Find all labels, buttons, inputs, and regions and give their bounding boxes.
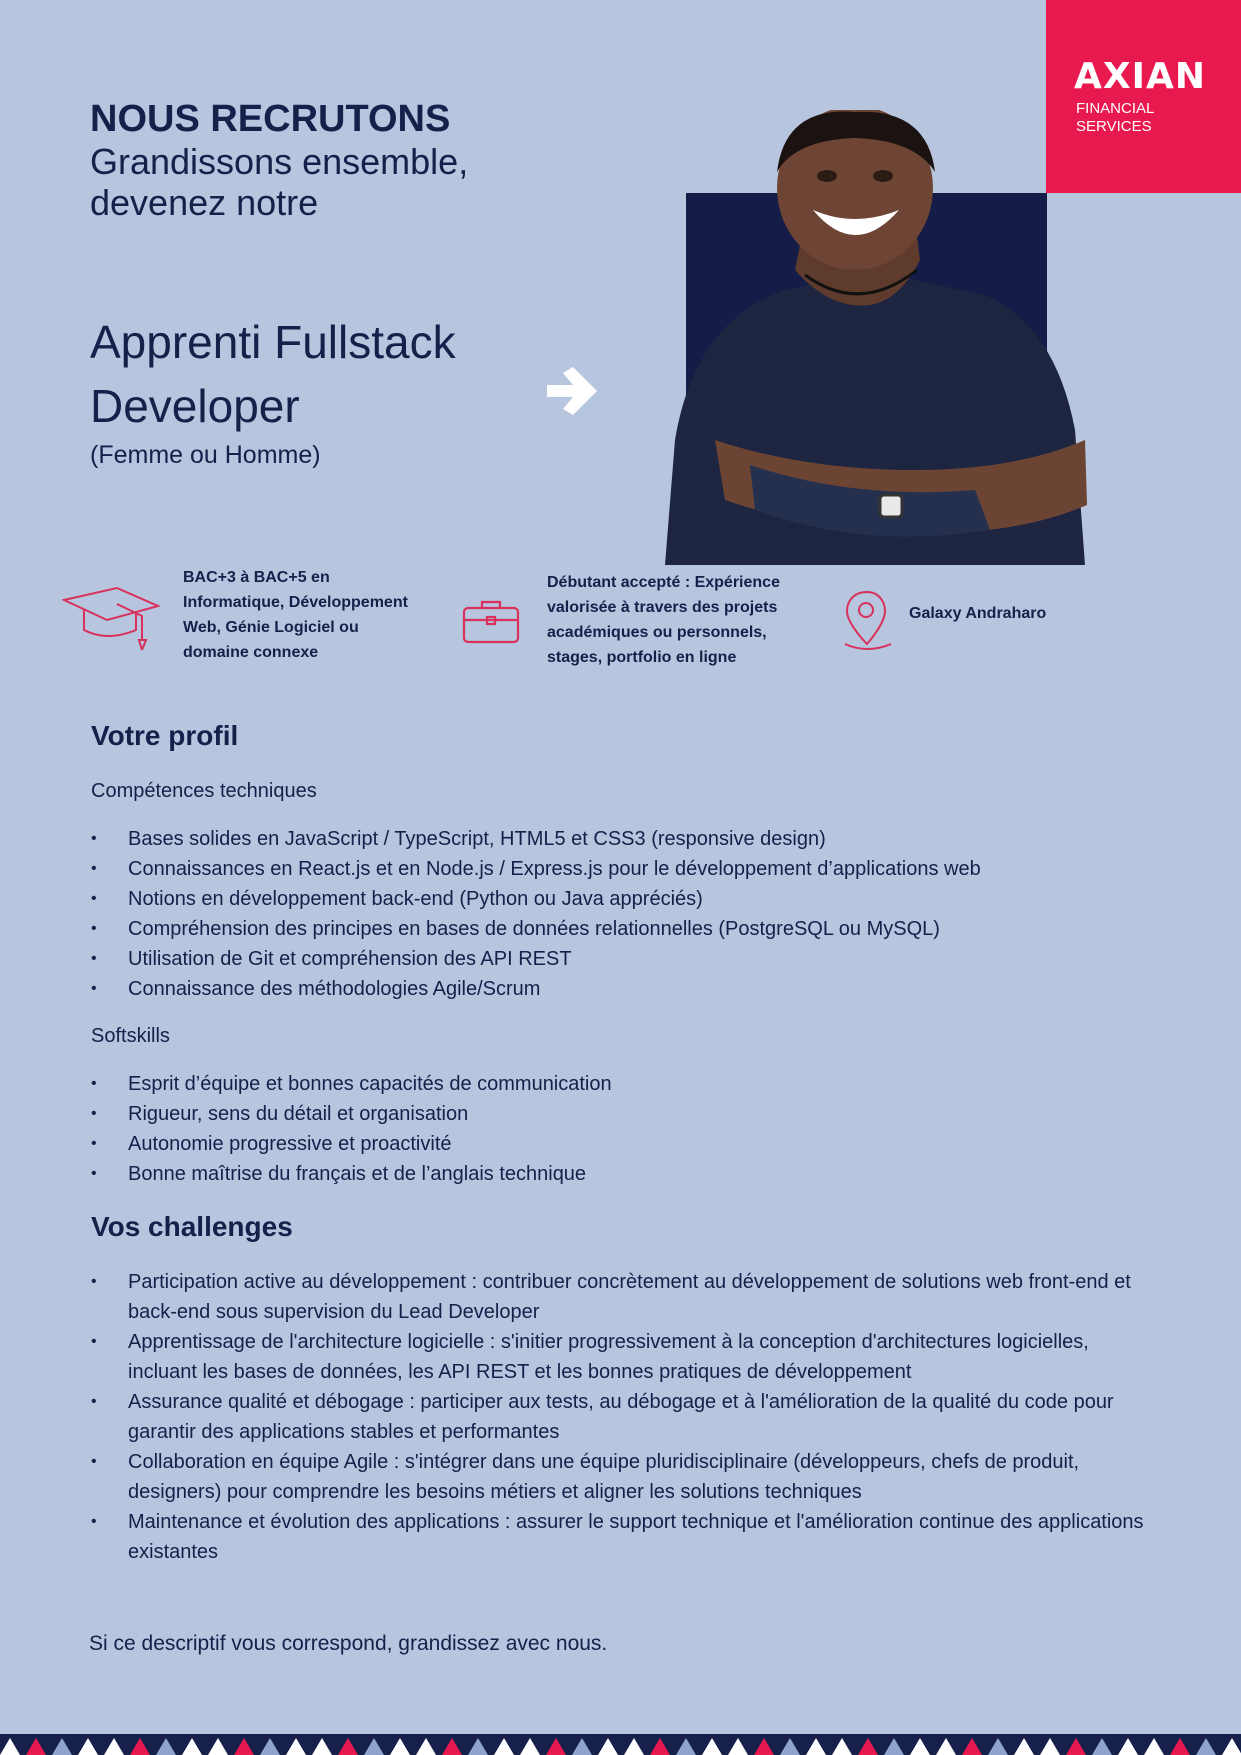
job-gender-note: (Femme ou Homme)	[90, 441, 321, 469]
decorative-pattern-band	[0, 1734, 1241, 1755]
list-item: • Connaissances en React.js et en Node.js / Express.js pour le développement d’applications web	[91, 854, 1161, 884]
list-item: • Notions en développement back-end (Python ou Java appréciés)	[91, 884, 1161, 914]
list-item: • Participation active au développement : contribuer concrètement au développement de solutions web front-end et back-end sous supervision du Lead Developer	[91, 1267, 1151, 1327]
closing-line: Si ce descriptif vous correspond, grandissez avec nous.	[89, 1632, 608, 1655]
logo-subtitle-line2: SERVICES	[1076, 118, 1152, 135]
briefcase-icon	[462, 598, 520, 644]
experience-requirement: Débutant accepté : Expérience valorisée à travers des projets académiques ou personnels, stages, portfolio en ligne	[547, 574, 780, 666]
list-item: • Connaissance des méthodologies Agile/Scrum	[91, 974, 1161, 1004]
list-item: • Utilisation de Git et compréhension des API REST	[91, 944, 1161, 974]
list-item: • Bases solides en JavaScript / TypeScript, HTML5 et CSS3 (responsive design)	[91, 824, 1161, 854]
education-requirement: BAC+3 à BAC+5 en Informatique, Développement Web, Génie Logiciel ou domaine connexe	[183, 569, 408, 661]
location-pin-icon	[839, 588, 895, 654]
tagline-line1: Grandissons ensemble,	[90, 141, 469, 182]
list-item: • Assurance qualité et débogage : participer aux tests, au débogage et à l'amélioration de la qualité du code pour garantir des applications stables et performantes	[91, 1387, 1151, 1447]
recruiting-kicker: NOUS RECRUTONS	[90, 98, 451, 140]
softskills-list	[91, 1069, 1161, 1189]
list-item: • Apprentissage de l'architecture logicielle : s'initier progressivement à la conception d'architectures logicielles, incluant les bases de données, les API REST et les bonnes pratiques de développement	[91, 1327, 1151, 1387]
challenges-list	[91, 1267, 1151, 1567]
profile-heading: Votre profil	[91, 720, 239, 751]
job-title-line1: Apprenti Fullstack	[90, 316, 456, 368]
list-item: • Rigueur, sens du détail et organisation	[91, 1099, 1161, 1129]
tagline-line2: devenez notre	[90, 182, 319, 223]
list-item: • Autonomie progressive et proactivité	[91, 1129, 1161, 1159]
job-location: Galaxy Andraharo	[909, 605, 1047, 622]
list-item: • Bonne maîtrise du français et de l’anglais technique	[91, 1159, 1161, 1189]
candidate-photo	[655, 110, 1095, 565]
logo-wordmark: AXIAN	[1074, 56, 1207, 97]
job-title-line2: Developer	[90, 380, 300, 432]
list-item: • Maintenance et évolution des applications : assurer le support technique et l'amélioration continue des applications existantes	[91, 1507, 1151, 1567]
challenges-heading: Vos challenges	[91, 1211, 293, 1242]
technical-skills-heading: Compétences techniques	[91, 780, 317, 802]
technical-skills-list	[91, 824, 1161, 1004]
list-item: • Compréhension des principes en bases de données relationnelles (PostgreSQL ou MySQL)	[91, 914, 1161, 944]
list-item: • Esprit d’équipe et bonnes capacités de communication	[91, 1069, 1161, 1099]
logo-subtitle-line1: FINANCIAL	[1076, 100, 1155, 117]
list-item: • Collaboration en équipe Agile : s'intégrer dans une équipe pluridisciplinaire (développeurs, chefs de produit, designers) pour comprendre les besoins métiers et aligner les solutions techniques	[91, 1447, 1151, 1507]
softskills-heading: Softskills	[91, 1025, 170, 1047]
graduation-cap-icon	[62, 580, 160, 650]
arrow-right-icon	[543, 365, 599, 417]
